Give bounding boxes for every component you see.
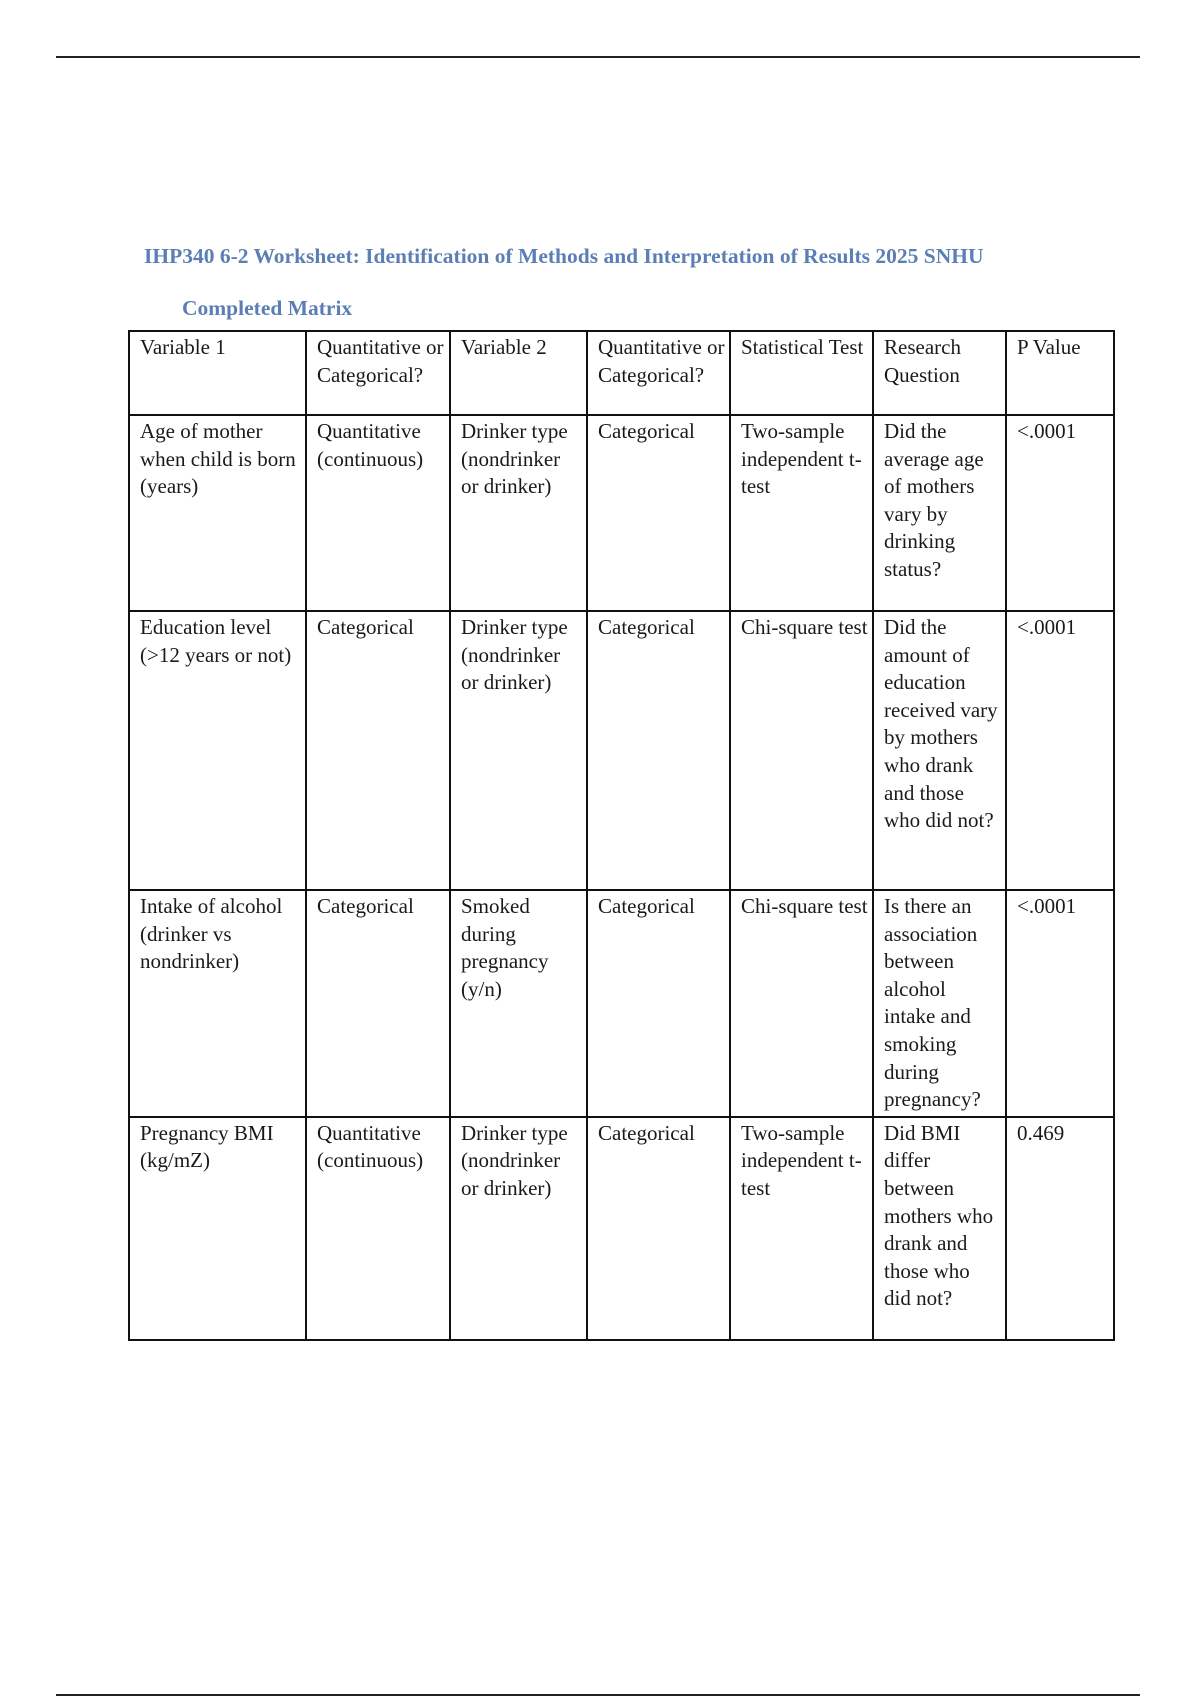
completed-matrix-table	[128, 330, 1115, 1341]
table-cell: Categorical	[306, 611, 450, 890]
table-cell: Drinker type (nondrinker or drinker)	[450, 611, 587, 890]
table-cell: Did BMI differ between mothers who drank and those who did not?	[873, 1117, 1006, 1340]
table-row	[129, 890, 1114, 1117]
table-cell: 0.469	[1006, 1117, 1114, 1340]
table-row	[129, 611, 1114, 890]
table-cell: Intake of alcohol (drinker vs nondrinker)	[129, 890, 306, 1117]
header-cell: Variable 2	[450, 331, 587, 415]
header-cell: P Value	[1006, 331, 1114, 415]
table-row	[129, 1117, 1114, 1340]
table-cell: Drinker type (nondrinker or drinker)	[450, 1117, 587, 1340]
table-cell: Chi-square test	[730, 890, 873, 1117]
header-cell: Statistical Test	[730, 331, 873, 415]
table-cell: Categorical	[587, 1117, 730, 1340]
table-cell: Is there an association between alcohol intake and smoking during pregnancy?	[873, 890, 1006, 1117]
header-cell: Variable 1	[129, 331, 306, 415]
table-row	[129, 415, 1114, 611]
table-cell: Categorical	[587, 890, 730, 1117]
table-cell: Did the amount of education received vary by mothers who drank and those who did not?	[873, 611, 1006, 890]
table-cell: Categorical	[587, 415, 730, 611]
footer-rule	[56, 1694, 1140, 1696]
table-cell: Age of mother when child is born (years)	[129, 415, 306, 611]
document-title: IHP340 6-2 Worksheet: Identification of Methods and Interpretation of Results 2025 SNHU	[144, 244, 984, 268]
table-cell: Two-sample independent t-test	[730, 415, 873, 611]
table-cell: Pregnancy BMI (kg/mZ)	[129, 1117, 306, 1340]
table-cell: Chi-square test	[730, 611, 873, 890]
table-cell: <.0001	[1006, 890, 1114, 1117]
table-cell: <.0001	[1006, 611, 1114, 890]
table-cell: Smoked during pregnancy (y/n)	[450, 890, 587, 1117]
header-cell: Quantitative or Categorical?	[587, 331, 730, 415]
table-cell: Categorical	[587, 611, 730, 890]
table-cell: <.0001	[1006, 415, 1114, 611]
table-cell: Quantitative (continuous)	[306, 1117, 450, 1340]
header-row	[129, 331, 1114, 415]
table-cell: Two-sample independent t-test	[730, 1117, 873, 1340]
table-cell: Categorical	[306, 890, 450, 1117]
table-cell: Drinker type (nondrinker or drinker)	[450, 415, 587, 611]
header-cell: Research Question	[873, 331, 1006, 415]
header-rule	[56, 56, 1140, 58]
table-cell: Education level (>12 years or not)	[129, 611, 306, 890]
table-cell: Did the average age of mothers vary by drinking status?	[873, 415, 1006, 611]
header-cell: Quantitative or Categorical?	[306, 331, 450, 415]
table-cell: Quantitative (continuous)	[306, 415, 450, 611]
section-heading: Completed Matrix	[182, 296, 353, 320]
